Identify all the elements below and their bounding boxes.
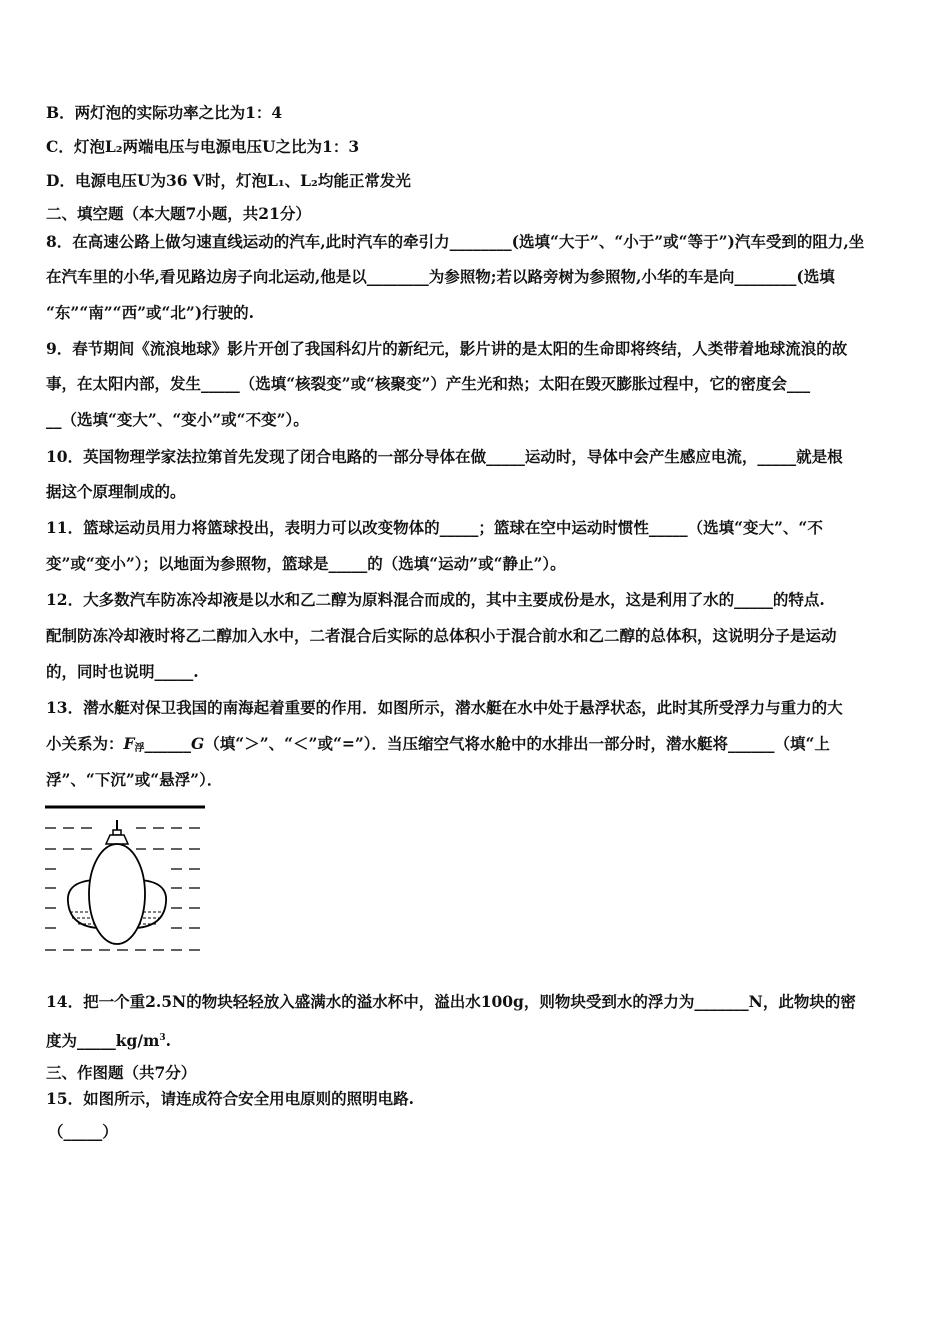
q13-g-symbol: G [191, 734, 205, 753]
q14-text-post: . [165, 1031, 172, 1051]
question-14-line-1: 14．把一个重2.5N的物块轻轻放入盛满水的溢水杯中，溢出水100g，则物块受到水的浮力为_______N，此物块的密 [46, 992, 856, 1011]
question-13-line-3: 浮”、“下沉”或“悬浮”）． [46, 770, 223, 789]
section-2-heading: 二、填空题（本大题7小题，共21分） [46, 204, 311, 223]
question-11-line-1: 11．篮球运动员用力将篮球投出，表明力可以改变物体的_____；篮球在空中运动时惯性_____（选填“变大”、“不 [46, 518, 823, 537]
option-d: D．电源电压U为36 V时，灯泡L₁、L₂均能正常发光 [46, 171, 411, 190]
question-12-line-3: 的，同时也说明_____. [46, 662, 199, 681]
q14-text-pre: 度为_____kg/m [46, 1031, 160, 1051]
question-8-line-3: “东”“南”“西”或“北”)行驶的. [46, 303, 255, 322]
section-3-heading: 三、作图题（共7分） [46, 1063, 197, 1082]
answer-blank: （_____） [48, 1122, 118, 1141]
option-b: B．两灯泡的实际功率之比为1：4 [46, 103, 283, 122]
option-c: C．灯泡L₂两端电压与电源电压U之比为1：3 [46, 137, 360, 156]
submarine-figure [40, 800, 210, 960]
question-13-line-1: 13．潜水艇对保卫我国的南海起着重要的作用．如图所示，潜水艇在水中处于悬浮状态，此时其所受浮力与重力的大 [46, 698, 843, 717]
question-13-line-2 [46, 734, 906, 759]
question-11-line-2: 变”或“变小”）；以地面为参照物，篮球是_____的（选填“运动”或“静止”）。 [46, 554, 566, 573]
question-8-line-2: 在汽车里的小华,看见路边房子向北运动,他是以________为参照物;若以路旁树为参照物,小华的车是向________(选填 [46, 267, 835, 286]
question-14-line-2 [46, 1028, 906, 1051]
q13-f-subscript: 浮 [134, 743, 145, 754]
question-9-line-1: 9．春节期间《流浪地球》影片开创了我国科幻片的新纪元，影片讲的是太阳的生命即将终结，人类带着地球流浪的故 [46, 339, 848, 358]
q14-superscript: 3 [159, 1033, 166, 1043]
q13-f-symbol: F [123, 734, 135, 753]
question-12-line-1: 12．大多数汽车防冻冷却液是以水和乙二醇为原料混合而成的，其中主要成份是水，这是利用了水的_____的特点. [46, 590, 825, 609]
q13-text-pre: 小关系为： [46, 734, 124, 753]
q13-blank-1: ______ [144, 734, 192, 753]
q13-text-post: （填“＞”、“＜”或“=”）．当压缩空气将水舱中的水排出一部分时，潜水艇将______（填“上 [204, 734, 830, 753]
question-15: 15．如图所示，请连成符合安全用电原则的照明电路. [46, 1089, 414, 1108]
question-10-line-1: 10．英国物理学家法拉第首先发现了闭合电路的一部分导体在做_____运动时，导体中会产生感应电流，_____就是根 [46, 447, 843, 466]
question-8-line-1: 8．在高速公路上做匀速直线运动的汽车,此时汽车的牵引力________(选填“大于”、“小于”或“等于”)汽车受到的阻力,坐 [46, 232, 865, 251]
question-9-line-3: __（选填“变大”、“变小”或“不变”）。 [46, 410, 309, 429]
question-12-line-2: 配制防冻冷却液时将乙二醇加入水中，二者混合后实际的总体积小于混合前水和乙二醇的总体积，这说明分子是运动 [46, 626, 837, 645]
question-9-line-2: 事，在太阳内部，发生_____（选填“核裂变”或“核聚变”）产生光和热；太阳在毁灭膨胀过程中，它的密度会___ [46, 374, 811, 393]
question-10-line-2: 据这个原理制成的。 [46, 482, 186, 501]
